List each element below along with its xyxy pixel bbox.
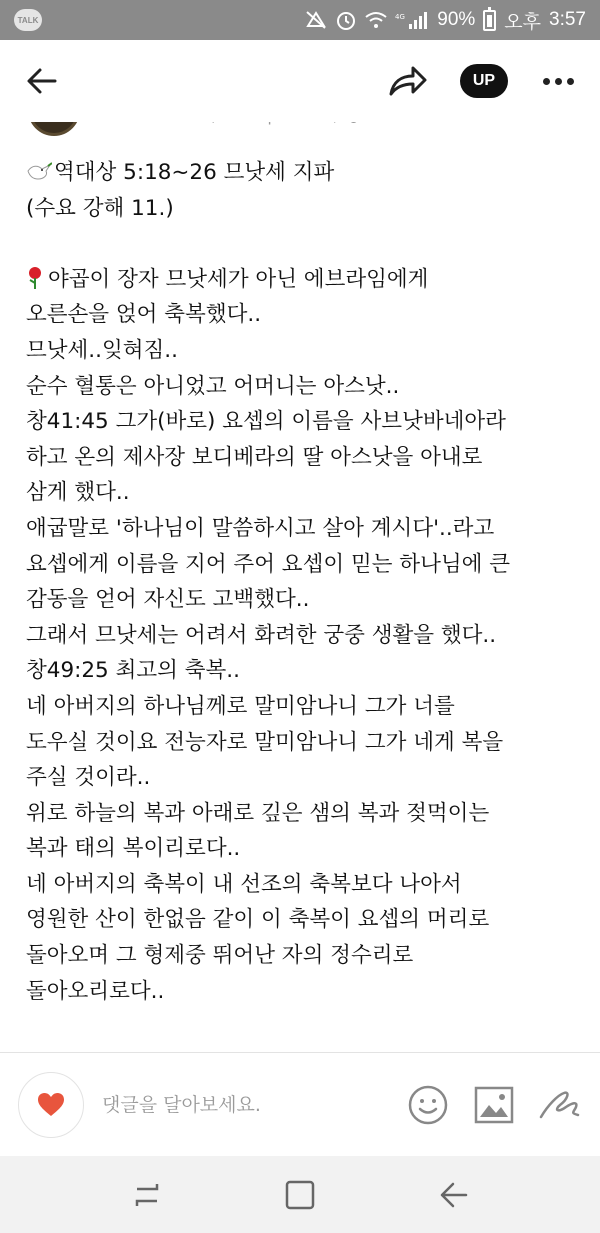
comment-input[interactable] [102,1080,398,1130]
content-line: 하고 온의 제사장 보디베라의 딸 아스낫을 아내로 [26,444,483,470]
like-button[interactable] [18,1072,84,1138]
content-line: 도우실 것이요 전능자로 말미암나니 그가 네게 복을 [26,729,504,755]
battery-icon [483,10,496,31]
status-right [305,7,586,34]
more-dots-icon [543,78,550,85]
scribble-icon [538,1087,582,1123]
content-blank-line [26,226,578,262]
wifi-icon [365,11,387,29]
svg-text:4G: 4G [395,13,406,21]
alarm-icon [335,9,357,31]
content-line-cut [26,1045,578,1050]
rose-icon [26,266,44,290]
up-button[interactable]: UP [460,64,508,98]
post-content [26,155,578,1050]
heart-icon [37,1092,65,1118]
content-line: 오른손을 얹어 축복했다.. [26,302,262,328]
app-header [0,40,600,122]
smiley-icon [407,1084,449,1126]
mute-icon [305,10,327,30]
content-line: 역대상 5:18~26 므낫세 지파 [26,155,578,191]
content-line: 네 아버지의 하나님께로 말미암나니 그가 너를 [26,693,455,719]
kakaotalk-notification-icon: TALK [14,9,42,31]
image-icon [474,1086,514,1124]
home-square-icon [284,1179,316,1211]
content-line: 순수 혈통은 아니었고 어머니는 아스낫.. [26,373,400,399]
content-line: 창41:45 그가(바로) 요셉의 이름을 사브낫바네아라 [26,409,506,435]
content-line: 야곱이 장자 므낫세가 아닌 에브라임에게 [26,262,578,298]
content-line: 애굽말로 '하나님이 말씀하시고 살아 계시다'..라고 [26,515,495,541]
rose-icon [26,1049,44,1050]
more-dots-icon [555,78,562,85]
content-line: 위로 하늘의 복과 아래로 깊은 샘의 복과 젖먹이는 [26,800,490,826]
content-line: 돌아오며 그 형제중 뛰어난 자의 정수리로 [26,943,414,969]
lte-signal-icon [395,10,429,30]
comment-bar [0,1052,600,1156]
share-arrow-icon [387,64,429,98]
drawing-button[interactable] [538,1083,582,1127]
back-nav-button[interactable] [423,1165,483,1225]
status-left [14,9,42,31]
content-line: 창49:25 최고의 축복.. [26,658,240,684]
photo-button[interactable] [472,1083,516,1127]
content-line: 주실 것이라.. [26,765,151,791]
time-ampm: 오후 [504,11,542,33]
status-time: 3:57 [549,9,586,30]
emoticon-button[interactable] [406,1083,450,1127]
content-line: 요셉에게 이름을 지어 주어 요셉이 믿는 하나님에 큰 [26,551,510,577]
dove-icon [26,161,52,183]
recent-apps-icon [131,1180,163,1210]
content-line: 므낫세..잊혀짐.. [26,337,178,363]
content-line: (수요 강해 11.) [26,195,174,221]
content-line: 돌아오리로다.. [26,978,165,1004]
content-line: 네 아버지의 축복이 내 선조의 축복보다 나아서 [26,871,462,897]
more-dots-icon [567,78,574,85]
content-line: 삼게 했다.. [26,480,130,506]
status-bar [0,0,600,40]
comment-tools [406,1083,582,1127]
content-line: 복과 태의 복이리로다.. [26,836,241,862]
recent-apps-button[interactable] [117,1165,177,1225]
content-line: 감동을 얻어 자신도 고백했다.. [26,587,310,613]
share-button[interactable] [386,61,430,101]
content-line: 영원한 산이 한없음 같이 이 축복이 요셉의 머리로 [26,907,490,933]
battery-percent: 90% [437,9,476,30]
back-button[interactable] [22,61,62,101]
arrow-left-icon [25,66,59,96]
home-button[interactable] [270,1165,330,1225]
system-nav-bar [0,1156,600,1233]
header-actions [386,61,578,101]
chevron-left-icon [437,1180,469,1210]
more-button[interactable] [538,61,578,101]
content-blank-line [26,1009,578,1045]
content-line: 그래서 므낫세는 어려서 화려한 궁중 생활을 했다.. [26,622,497,648]
